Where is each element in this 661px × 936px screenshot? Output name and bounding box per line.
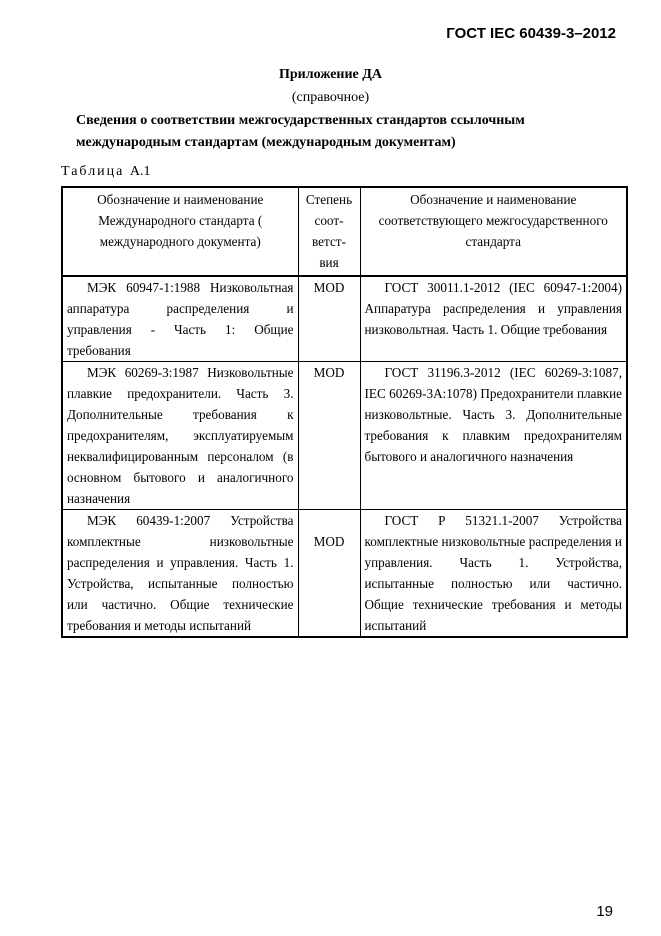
annex-heading: Сведения о соответствии межгосударственных стандартов ссылочным международным стандартам (международным документам) bbox=[76, 113, 525, 150]
document-header: ГОСТ IEC 60439-3–2012 bbox=[446, 25, 616, 42]
column-header-international: Обозначение и наименование Международного стандарта ( международного документа) bbox=[62, 187, 298, 276]
correspondence-table bbox=[61, 186, 628, 638]
annex-subtitle: (справочное) bbox=[291, 90, 370, 105]
column-header-interstate: Обозначение и наименование соответствующего межгосударственного стандарта bbox=[360, 187, 627, 276]
table-row bbox=[62, 510, 627, 638]
cell-interstate-standard: ГОСТ Р 51321.1-2007 Устройства комплектные низковольтные распределения и управления. Часть 1. Устройства, испытанные полностью или частично. Общие технические требования и методы испытаний bbox=[360, 510, 627, 638]
cell-international-standard: МЭК 60947-1:1988 Низковольтная аппаратура распределения и управления - Часть 1: Общие требования bbox=[62, 276, 298, 362]
table-row bbox=[62, 276, 627, 362]
cell-international-standard: МЭК 60269-3:1987 Низковольтные плавкие предохранители. Часть 3. Дополнительные требования к предохранителям, эксплуатируемым неквалифицированным персоналом (в основном бытового и аналогичного назначения bbox=[62, 362, 298, 510]
column-header-degree: Степень соот-ветст-вия bbox=[298, 187, 360, 276]
annex-title: Приложение ДА bbox=[278, 67, 383, 82]
cell-degree: MOD bbox=[298, 510, 360, 638]
cell-international-standard: МЭК 60439-1:2007 Устройства комплектные низковольтные распределения и управления. Часть 1. Устройства, испытанные полностью или частично. Общие технические требования и методы испытаний bbox=[62, 510, 298, 638]
table-header-row bbox=[62, 187, 627, 276]
cell-degree: MOD bbox=[298, 276, 360, 362]
table-caption bbox=[61, 164, 151, 180]
table-row bbox=[62, 362, 627, 510]
cell-interstate-standard: ГОСТ 31196.3-2012 (IEC 60269-3:1087, IEC 60269-3A:1078) Предохранители плавкие низковольтные. Часть 3. Дополнительные требования к плавким предохранителям бытового и аналогичного назначения bbox=[360, 362, 627, 510]
page-number: 19 bbox=[596, 903, 613, 920]
table-caption-number: А.1 bbox=[129, 164, 151, 179]
table-caption-label: Таблица bbox=[61, 164, 125, 179]
cell-interstate-standard: ГОСТ 30011.1-2012 (IEC 60947-1:2004) Аппаратура распределения и управления низковольтная. Часть 1. Общие требования bbox=[360, 276, 627, 362]
cell-degree: MOD bbox=[298, 362, 360, 510]
